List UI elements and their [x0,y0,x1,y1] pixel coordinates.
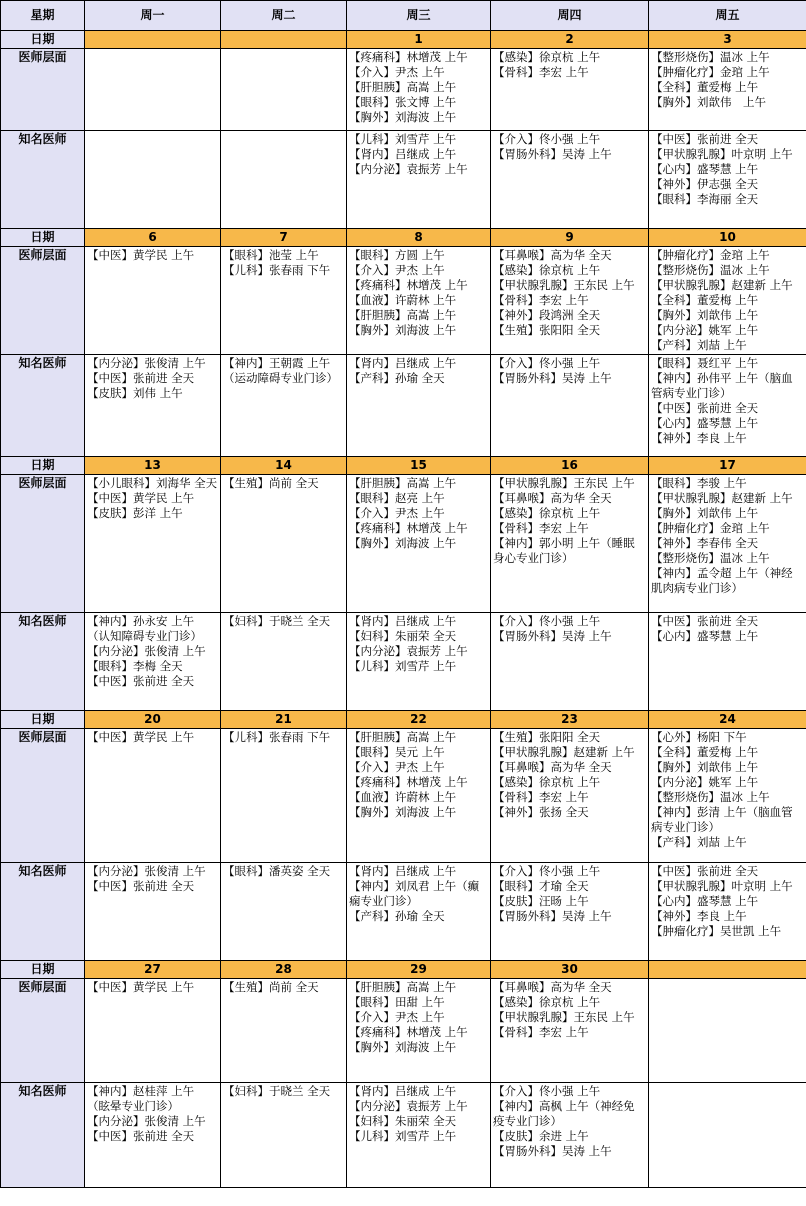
schedule-cell [491,1083,649,1188]
doctor-entry: 【眼科】李骏 上午 [651,476,747,490]
level-row [1,49,806,131]
doctor-entry: 【耳鼻喉】高为华 全天 [493,760,612,774]
doctor-entry: 【甲状腺乳腺】赵建新 上午 [493,745,635,759]
doctor-entry: 【产科】孙瑜 全天 [349,909,445,923]
doctor-entry: 【肝胆胰】高嵩 上午 [349,308,457,322]
date-cell: 10 [649,229,806,247]
doctor-entry: 【眼科】方圆 上午 [349,248,445,262]
date-row [1,711,806,729]
schedule-cell [347,355,491,457]
doctor-entry: 【甲状腺乳腺】王东民 上午 [493,1010,635,1024]
schedule-cell [491,131,649,229]
date-cell: 14 [221,457,347,475]
doctor-entry: 【儿科】刘雪芹 上午 [349,132,457,146]
schedule-cell [85,475,221,613]
doctor-entry: 【感染】徐京杭 上午 [493,995,601,1009]
doctor-entry: 【介入】尹杰 上午 [349,506,445,520]
doctor-entry: （认知障碍专业门诊） [87,629,202,643]
schedule-cell [221,979,347,1083]
doctor-entry: 【神外】张扬 全天 [493,805,589,819]
level-label: 医师层面 [1,49,85,131]
schedule-cell [347,613,491,711]
schedule-cell [347,475,491,613]
doctor-entry: 【胸外】刘歆伟 上午 [651,760,759,774]
doctor-entry: 【骨科】李宏 上午 [493,790,589,804]
doctor-entry: 【内分泌】张俊清 上午 [87,356,206,370]
doctor-entry: 【心内】盛琴慧 上午 [651,416,759,430]
doctor-entry: 【神外】段鸿洲 全天 [493,308,601,322]
doctor-entry: 【疼痛科】林增茂 上午 [349,521,468,535]
date-cell [85,31,221,49]
schedule-cell [221,49,347,131]
date-label: 日期 [1,961,85,979]
schedule-cell [347,247,491,355]
doctor-entry: 【肝胆胰】高嵩 上午 [349,476,457,490]
date-cell: 30 [491,961,649,979]
level-label: 医师层面 [1,475,85,613]
doctor-entry: 【神内】孟令超 上午（神经肌肉病专业门诊） [651,566,793,595]
schedule-cell [649,247,806,355]
doctor-entry: 【中医】张前进 全天 [651,132,759,146]
schedule-cell [85,49,221,131]
doctor-entry: 【肝胆胰】高嵩 上午 [349,730,457,744]
schedule-cell [347,729,491,863]
date-cell: 16 [491,457,649,475]
doctor-entry: 【胃肠外科】吴涛 上午 [493,909,612,923]
schedule-cell [649,475,806,613]
doctor-entry: 【眼科】池莹 上午 [223,248,319,262]
date-cell: 2 [491,31,649,49]
famous-row [1,1083,806,1188]
doctor-entry: 【眼科】张文博 上午 [349,95,457,109]
weekday-mon: 周一 [85,1,221,31]
doctor-entry: 【儿科】张春雨 下午 [223,263,331,277]
schedule-cell [649,729,806,863]
doctor-entry: 【眼科】赵亮 上午 [349,491,445,505]
schedule-cell [221,863,347,961]
doctor-entry: 【内分泌】张俊清 上午 [87,1114,206,1128]
doctor-entry: 【皮肤】汪旸 上午 [493,894,589,908]
famous-label: 知名医师 [1,1083,85,1188]
famous-row [1,863,806,961]
doctor-entry: 【中医】黄学民 上午 [87,980,195,994]
schedule-cell [649,863,806,961]
date-cell: 27 [85,961,221,979]
level-label: 医师层面 [1,979,85,1083]
doctor-entry: 【产科】刘喆 上午 [651,338,747,352]
doctor-entry: 【甲状腺乳腺】王东民 上午 [493,278,635,292]
weekday-tue: 周二 [221,1,347,31]
doctor-entry: 【神内】彭清 上午（脑血管病专业门诊） [651,805,793,834]
weekday-thu: 周四 [491,1,649,31]
date-row [1,457,806,475]
schedule-cell [85,1083,221,1188]
doctor-entry: 【骨科】李宏 上午 [493,521,589,535]
doctor-entry: 【全科】董爱梅 上午 [651,293,759,307]
schedule-cell [491,355,649,457]
doctor-entry: 【胸外】刘海波 上午 [349,1040,457,1054]
doctor-entry: 【肾内】吕继成 上午 [349,147,457,161]
doctor-entry: 【肾内】吕继成 上午 [349,1084,457,1098]
doctor-entry: 【胸外】刘海波 上午 [349,805,457,819]
doctor-entry: 【妇科】朱丽荣 全天 [349,1114,457,1128]
doctor-entry: 【疼痛科】林增茂 上午 [349,1025,468,1039]
doctor-entry: 【耳鼻喉】高为华 全天 [493,248,612,262]
doctor-entry: 【中医】张前进 全天 [651,864,759,878]
level-row [1,475,806,613]
schedule-cell [491,49,649,131]
doctor-entry: 【神内】高枫 上午（神经免疫专业门诊） [493,1099,635,1128]
doctor-entry: 【生殖】尚前 全天 [223,980,319,994]
doctor-entry: 【肝胆胰】高嵩 上午 [349,980,457,994]
doctor-entry: 【胃肠外科】吴涛 上午 [493,1144,612,1158]
doctor-entry: 【胸外】刘海波 上午 [349,536,457,550]
doctor-entry: 【心内】盛琴慧 上午 [651,894,759,908]
doctor-entry: 【心内】盛琴慧 上午 [651,162,759,176]
doctor-entry: 【骨科】李宏 上午 [493,1025,589,1039]
doctor-entry: 【神内】孙永安 上午 [87,614,195,628]
doctor-entry: 【骨科】李宏 上午 [493,65,589,79]
doctor-entry: 【产科】孙瑜 全天 [349,371,445,385]
schedule-cell [85,613,221,711]
doctor-entry: 【内分泌】张俊清 上午 [87,864,206,878]
doctor-entry: 【甲状腺乳腺】赵建新 上午 [651,278,793,292]
schedule-cell [491,613,649,711]
doctor-entry: 【内分泌】姚军 上午 [651,775,759,789]
famous-label: 知名医师 [1,131,85,229]
date-cell: 23 [491,711,649,729]
weekday-fri: 周五 [649,1,806,31]
doctor-entry: 【介入】佟小强 上午 [493,132,601,146]
doctor-entry: 【眼科】聂红平 上午 [651,356,759,370]
doctor-entry: 【整形烧伤】温冰 上午 [651,790,770,804]
doctor-entry: 【眼科】吴元 上午 [349,745,445,759]
doctor-entry: 【神内】王朝霞 上午 [223,356,331,370]
doctor-entry: 【甲状腺乳腺】叶京明 上午 [651,879,793,893]
doctor-entry: 【胸外】刘歆伟 上午 [651,506,759,520]
doctor-entry: 【整形烧伤】温冰 上午 [651,551,770,565]
doctor-entry: 【心内】盛琴慧 上午 [651,629,759,643]
doctor-entry: 【神外】李良 上午 [651,431,747,445]
date-cell: 8 [347,229,491,247]
doctor-entry: 【胸外】刘歆伟 上午 [651,95,766,109]
schedule-cell [491,247,649,355]
schedule-cell [221,131,347,229]
doctor-entry: （运动障碍专业门诊） [223,371,338,385]
schedule-cell [221,355,347,457]
date-cell: 17 [649,457,806,475]
date-cell: 6 [85,229,221,247]
doctor-entry: 【儿科】刘雪芹 上午 [349,659,457,673]
schedule-cell [85,131,221,229]
schedule-cell [85,355,221,457]
date-label: 日期 [1,457,85,475]
schedule-cell [491,729,649,863]
doctor-entry: 【胃肠外科】吴涛 上午 [493,629,612,643]
doctor-entry: 【整形烧伤】温冰 上午 [651,263,770,277]
doctor-entry: 【眼科】李梅 全天 [87,659,183,673]
doctor-entry: 【感染】徐京杭 上午 [493,506,601,520]
doctor-entry: 【肿瘤化疗】金琯 上午 [651,521,770,535]
date-cell [221,31,347,49]
famous-row [1,355,806,457]
doctor-entry: 【心外】杨阳 下午 [651,730,747,744]
doctor-entry: 【耳鼻喉】高为华 全天 [493,980,612,994]
date-cell [649,961,806,979]
doctor-entry: 【神内】赵桂萍 上午 [87,1084,195,1098]
date-cell: 13 [85,457,221,475]
doctor-entry: 【中医】黄学民 上午 [87,491,195,505]
doctor-entry: 【疼痛科】林增茂 上午 [349,278,468,292]
doctor-entry: 【疼痛科】林增茂 上午 [349,50,468,64]
schedule-cell [221,613,347,711]
week-label: 星期 [1,1,85,31]
doctor-entry: 【甲状腺乳腺】王东民 上午 [493,476,635,490]
doctor-entry: 【介入】尹杰 上午 [349,263,445,277]
doctor-entry: 【神外】伊志强 全天 [651,177,759,191]
doctor-entry: 【内分泌】姚军 上午 [651,323,759,337]
schedule-cell [649,979,806,1083]
schedule-cell [85,247,221,355]
doctor-entry: 【产科】刘喆 上午 [651,835,747,849]
doctor-entry: 【皮肤】余进 上午 [493,1129,589,1143]
doctor-entry: 【内分泌】袁振芳 上午 [349,1099,468,1113]
doctor-entry: 【整形烧伤】温冰 上午 [651,50,770,64]
doctor-entry: 【肿瘤化疗】吴世凯 上午 [651,924,782,938]
doctor-entry: 【胸外】刘海波 上午 [349,110,457,124]
doctor-entry: 【神外】李良 上午 [651,909,747,923]
doctor-entry: 【甲状腺乳腺】赵建新 上午 [651,491,793,505]
doctor-entry: 【血液】许蔚林 上午 [349,790,457,804]
date-cell: 21 [221,711,347,729]
schedule-cell [347,49,491,131]
date-cell: 1 [347,31,491,49]
doctor-entry: 【妇科】于晓兰 全天 [223,1084,331,1098]
doctor-entry: 【介入】尹杰 上午 [349,760,445,774]
doctor-entry: 【神内】郭小明 上午（睡眠身心专业门诊） [493,536,635,565]
schedule-cell [85,863,221,961]
level-row [1,247,806,355]
doctor-entry: 【中医】张前进 全天 [651,614,759,628]
doctor-entry: 【妇科】于晓兰 全天 [223,614,331,628]
schedule-cell [85,729,221,863]
doctor-entry: 【眼科】潘英姿 全天 [223,864,331,878]
doctor-entry: 【皮肤】刘伟 上午 [87,386,183,400]
date-cell: 15 [347,457,491,475]
doctor-entry: 【中医】张前进 全天 [87,1129,195,1143]
date-row [1,31,806,49]
date-row [1,961,806,979]
schedule-cell [347,863,491,961]
doctor-entry: 【甲状腺乳腺】叶京明 上午 [651,147,793,161]
doctor-entry: 【生殖】尚前 全天 [223,476,319,490]
doctor-entry: 【中医】张前进 全天 [87,879,195,893]
weekday-header-row [1,1,806,31]
doctor-entry: 【肾内】吕继成 上午 [349,356,457,370]
doctor-entry: 【内分泌】袁振芳 上午 [349,162,468,176]
weekday-wed: 周三 [347,1,491,31]
doctor-entry: 【感染】徐京杭 上午 [493,775,601,789]
doctor-entry: 【眼科】田甜 上午 [349,995,445,1009]
doctor-entry: 【胸外】刘海波 上午 [349,323,457,337]
doctor-entry: 【介入】佟小强 上午 [493,356,601,370]
date-label: 日期 [1,711,85,729]
doctor-entry: 【肝胆胰】高嵩 上午 [349,80,457,94]
schedule-cell [491,979,649,1083]
doctor-entry: 【血液】许蔚林 上午 [349,293,457,307]
schedule-cell [221,247,347,355]
schedule-cell [491,863,649,961]
doctor-entry: 【全科】董爱梅 上午 [651,80,759,94]
doctor-entry: 【生殖】张阳阳 全天 [493,323,601,337]
date-cell: 3 [649,31,806,49]
schedule-cell [347,131,491,229]
doctor-entry: 【眼科】李海丽 全天 [651,192,759,206]
doctor-entry: 【中医】黄学民 上午 [87,248,195,262]
schedule-cell [347,979,491,1083]
date-cell: 7 [221,229,347,247]
schedule-cell [85,979,221,1083]
doctor-entry: 【儿科】张春雨 下午 [223,730,331,744]
doctor-entry: 【胃肠外科】吴涛 上午 [493,371,612,385]
famous-label: 知名医师 [1,613,85,711]
famous-row [1,131,806,229]
doctor-entry: 【肿瘤化疗】金琯 上午 [651,65,770,79]
date-cell: 24 [649,711,806,729]
doctor-entry: 【耳鼻喉】高为华 全天 [493,491,612,505]
date-cell: 20 [85,711,221,729]
doctor-entry: 【骨科】李宏 上午 [493,293,589,307]
famous-label: 知名医师 [1,355,85,457]
schedule-cell [649,355,806,457]
doctor-entry: 【中医】张前进 全天 [651,401,759,415]
date-cell: 29 [347,961,491,979]
doctor-entry: 【介入】佟小强 上午 [493,1084,601,1098]
doctor-entry: 【神外】李春伟 全天 [651,536,759,550]
schedule-cell [649,1083,806,1188]
schedule-cell [649,613,806,711]
doctor-entry: 【妇科】朱丽荣 全天 [349,629,457,643]
doctor-entry: 【神内】刘凤君 上午（癫痫专业门诊） [349,879,480,908]
doctor-entry: 【眼科】才瑜 全天 [493,879,589,893]
doctor-entry: 【生殖】张阳阳 全天 [493,730,601,744]
doctor-entry: 【肾内】吕继成 上午 [349,614,457,628]
famous-label: 知名医师 [1,863,85,961]
doctor-entry: 【介入】佟小强 上午 [493,864,601,878]
doctor-entry: 【皮肤】彭洋 上午 [87,506,183,520]
doctor-entry: 【中医】张前进 全天 [87,674,195,688]
level-label: 医师层面 [1,247,85,355]
doctor-entry: 【感染】徐京杭 上午 [493,50,601,64]
schedule-cell [491,475,649,613]
schedule-cell [221,1083,347,1188]
doctor-entry: 【胃肠外科】吴涛 上午 [493,147,612,161]
level-label: 医师层面 [1,729,85,863]
doctor-entry: 【肾内】吕继成 上午 [349,864,457,878]
doctor-entry: 【介入】尹杰 上午 [349,65,445,79]
doctor-entry: 【中医】黄学民 上午 [87,730,195,744]
level-row [1,979,806,1083]
date-cell: 28 [221,961,347,979]
schedule-cell [347,1083,491,1188]
level-row [1,729,806,863]
doctor-entry: 【神内】孙伟平 上午（脑血管病专业门诊） [651,371,793,400]
doctor-entry: 【全科】董爱梅 上午 [651,745,759,759]
schedule-cell [221,475,347,613]
doctor-entry: 【中医】张前进 全天 [87,371,195,385]
doctor-entry: 【儿科】刘雪芹 上午 [349,1129,457,1143]
doctor-entry: 【肿瘤化疗】金琯 上午 [651,248,770,262]
doctor-entry: 【介入】佟小强 上午 [493,614,601,628]
doctor-entry: 【疼痛科】林增茂 上午 [349,775,468,789]
doctor-entry: 【内分泌】袁振芳 上午 [349,644,468,658]
schedule-cell [221,729,347,863]
famous-row [1,613,806,711]
doctor-entry: 【感染】徐京杭 上午 [493,263,601,277]
doctor-entry: 【内分泌】张俊清 上午 [87,644,206,658]
date-cell: 9 [491,229,649,247]
doctor-entry: 【胸外】刘歆伟 上午 [651,308,759,322]
schedule-cell [649,49,806,131]
doctor-entry: 【介入】尹杰 上午 [349,1010,445,1024]
doctor-entry: （眩晕专业门诊） [87,1099,179,1113]
date-label: 日期 [1,31,85,49]
date-cell: 22 [347,711,491,729]
doctor-entry: 【小儿眼科】刘海华 全天 [87,476,218,490]
date-label: 日期 [1,229,85,247]
schedule-cell [649,131,806,229]
date-row [1,229,806,247]
